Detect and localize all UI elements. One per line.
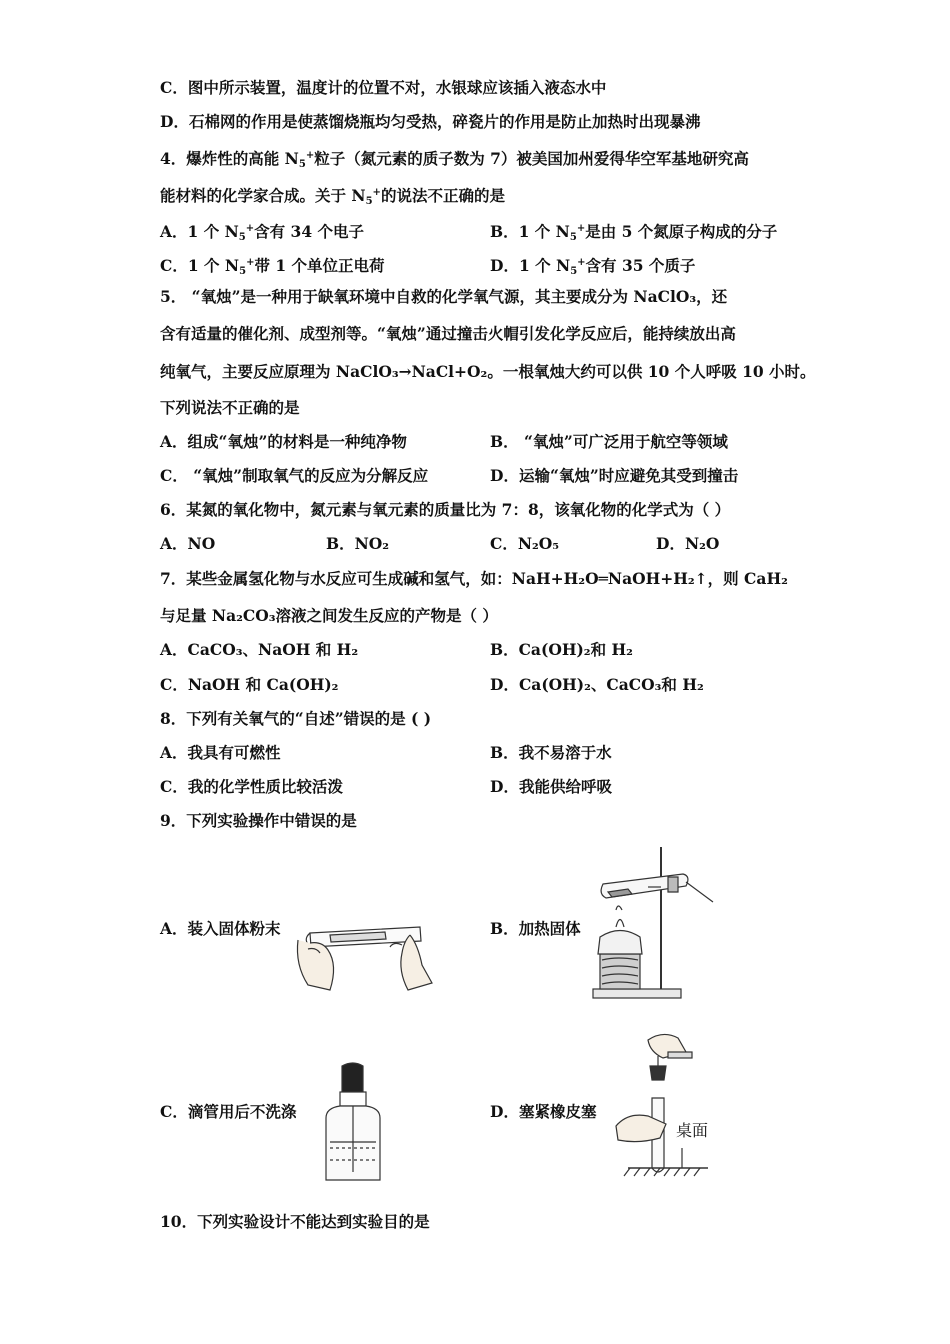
q8-option-c: C．我的化学性质比较活泼 (160, 777, 343, 796)
q8-stem: 8．下列有关氧气的“自述”错误的是 ( ) (160, 709, 432, 728)
q4-stem-line1: 4．爆炸性的高能 N5+粒子（氮元素的质子数为 7）被美国加州爱得华空军基地研究高 (160, 149, 749, 170)
q7-stem-line2: 与足量 Na₂CO₃溶液之间发生反应的产物是（ ） (160, 606, 498, 625)
q9-option-c-label: C．滴管用后不洗涤 (160, 1102, 297, 1121)
q5-stem-line3: 纯氧气，主要反应原理为 NaClO₃→NaCl+O₂。一根氧烛大约可以供 10 个人呼吸 10 小时。 (160, 362, 816, 381)
figure-powder-loading (290, 905, 440, 995)
q8-option-a: A．我具有可燃性 (160, 743, 281, 762)
q4-option-b: B．1 个 N5+是由 5 个氮原子构成的分子 (490, 222, 778, 243)
q9-option-b-label: B．加热固体 (490, 919, 581, 938)
q10-stem: 10．下列实验设计不能达到实验目的是 (160, 1212, 430, 1231)
q8-option-d: D．我能供给呼吸 (490, 777, 612, 796)
q7-option-a: A．CaCO₃、NaOH 和 H₂ (160, 640, 359, 659)
q5-option-a: A．组成“氧烛”的材料是一种纯净物 (160, 432, 407, 451)
q3-option-c: C．图中所示装置，温度计的位置不对，水银球应该插入液态水中 (160, 78, 607, 97)
q4-option-a: A．1 个 N5+含有 34 个电子 (160, 222, 365, 243)
q5-option-b: B． “氧烛”可广泛用于航空等领域 (490, 432, 728, 451)
q4-option-c: C．1 个 N5+带 1 个单位正电荷 (160, 256, 385, 277)
q7-option-d: D．Ca(OH)₂、CaCO₃和 H₂ (490, 675, 704, 694)
q5-stem-line2: 含有适量的催化剂、成型剂等。“氧烛”通过撞击火帽引发化学反应后，能持续放出高 (160, 324, 736, 343)
q9-option-d-label: D．塞紧橡皮塞 (490, 1102, 597, 1121)
q7-stem-line1: 7．某些金属氢化物与水反应可生成碱和氢气，如：NaH+H₂O═NaOH+H₂↑，则 CaH₂ (160, 569, 788, 588)
q6-stem: 6．某氮的氧化物中，氮元素与氧元素的质量比为 7：8，该氧化物的化学式为（ ） (160, 500, 731, 519)
q7-option-c: C．NaOH 和 Ca(OH)₂ (160, 675, 339, 694)
q6-option-c: C．N₂O₅ (490, 534, 560, 553)
q5-stem-line1: 5． “氧烛”是一种用于缺氧环境中自救的化学氧气源，其主要成分为 NaClO₃，还 (160, 287, 728, 306)
q6-option-d: D．N₂O (656, 534, 720, 553)
figure-dropper-bottle (318, 1062, 388, 1184)
q7-option-b: B．Ca(OH)₂和 H₂ (490, 640, 633, 659)
q8-option-b: B．我不易溶于水 (490, 743, 612, 762)
q4-option-d: D．1 个 N5+含有 35 个质子 (490, 256, 696, 277)
figure-heating-solid (588, 842, 723, 1002)
q6-option-b: B．NO₂ (326, 534, 390, 553)
q5-option-c: C． “氧烛”制取氧气的反应为分解反应 (160, 466, 429, 485)
desk-label: 桌面 (676, 1121, 709, 1140)
q9-stem: 9．下列实验操作中错误的是 (160, 811, 357, 830)
q5-option-d: D．运输“氧烛”时应避免其受到撞击 (490, 466, 739, 485)
q9-option-a-label: A．装入固体粉末 (160, 919, 281, 938)
q4-stem-line2: 能材料的化学家合成。关于 N5+的说法不正确的是 (160, 186, 505, 207)
q6-option-a: A．NO (160, 534, 216, 553)
q5-stem-line4: 下列说法不正确的是 (160, 398, 300, 417)
q3-option-d: D．石棉网的作用是使蒸馏烧瓶均匀受热，碎瓷片的作用是防止加热时出现暴沸 (160, 112, 701, 131)
figure-rubber-stopper (608, 1028, 718, 1183)
